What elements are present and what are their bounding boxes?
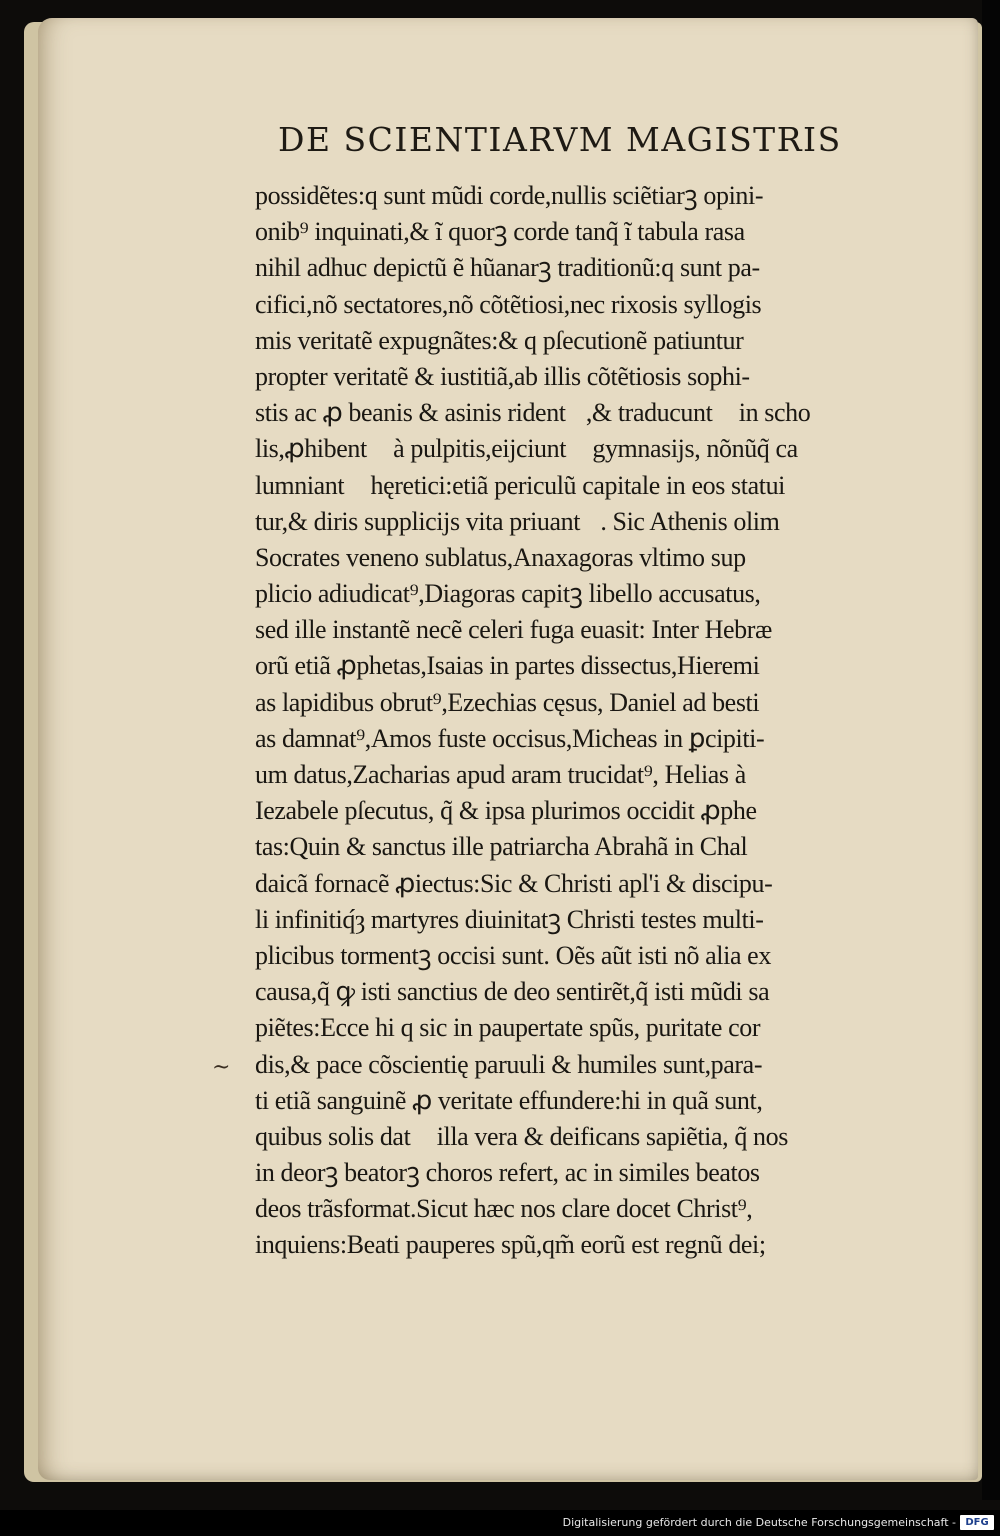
text-line: um datus,Zacharias apud aram trucidat⁹, Helias à (255, 760, 746, 789)
text-line: sed ille instantẽ necẽ celeri fuga euasit: Inter Hebræ (255, 615, 772, 645)
running-head: DE SCIENTIARVM MAGISTRIS (278, 120, 842, 159)
text-line: stis ac ꝓ beanis & asinis ridentᷓ,& traducuntᷓ in scho (255, 398, 811, 428)
text-line: plicibus tormentꝫ occisi sunt. Oẽs aũt isti nõ alia ex (255, 940, 771, 970)
text-line: orũ etiã ꝓphetas,Isaias in partes dissectus,Hieremi (255, 651, 760, 681)
text-line: cifici,nõ sectatores,nõ cõtẽtiosi,nec rixosis syllogis (255, 289, 762, 319)
text-line: deos trãsformat.Sicut hæc nos clare docet Christ⁹, (255, 1194, 753, 1224)
text-line: mis veritatẽ expugnãtes:& q pſecutionẽ patiuntur (255, 325, 744, 355)
text-line: tur,& diris supplicijs vita priuantᷓ. Sic Athenis olim (255, 506, 780, 536)
digitization-footer (0, 1510, 1000, 1536)
text-line: ti etiã sanguinẽ ꝓ veritate effundere:hi in quã sunt, (255, 1085, 763, 1115)
text-line: tas:Quin & sanctus ille patriarcha Abrahã in Chal (255, 832, 748, 862)
margin-annotation-mark: ~ (212, 1055, 231, 1080)
text-line: plicio adiudicat⁹,Diagoras capitꝫ libello accusatus, (255, 579, 761, 609)
text-line: lis,ꝓhibentᷓ à pulpitis,eijciuntᷓ gymnasijs, nõnũq̃ ca (255, 434, 798, 464)
text-line: causa,q̃ ꝙ isti sanctius de deo sentirẽt,q̃ isti mũdi sa (255, 977, 770, 1007)
facing-page-shadow (982, 0, 1000, 1500)
main-text (255, 178, 927, 1264)
text-line: Socrates veneno sublatus,Anaxagoras vltimo sup (255, 542, 746, 572)
text-line: Iezabele pſecutus, q̃ & ipsa plurimos occidit ꝓphe (255, 796, 757, 826)
text-line: possidẽtes:q sunt mũdi corde,nullis sciẽtiarꝫ opini- (255, 181, 764, 210)
text-line: in deorꝫ beatorꝫ choros refert, ac in similes beatos (255, 1158, 760, 1188)
text-line: as lapidibus obrut⁹,Ezechias cęsus, Daniel ad besti (255, 687, 760, 717)
footer-credit: Digitalisierung gefördert durch die Deutsche Forschungsgemeinschaft - (562, 1516, 956, 1529)
text-line: dis,& pace cõscientię paruuli & humiles sunt,para- (255, 1049, 763, 1079)
text-line: inquiens:Beati pauperes spũ,qm̃ eorũ est regnũ dei; (255, 1230, 766, 1260)
text-line: li infinitiq́ȝ martyres diuinitatꝫ Christi testes multi- (255, 904, 764, 934)
text-line: piẽtes:Ecce hi q sic in paupertate spũs, puritate cor (255, 1013, 761, 1043)
text-line: lumniantᷓ hęretici:etiã periculũ capitale in eos statui (255, 470, 785, 500)
text-line: nihil adhuc depictũ ẽ hũanarꝫ traditionũ:q sunt pa- (255, 253, 760, 283)
text-line: as damnat⁹,Amos fuste occisus,Micheas in ꝑcipiti- (255, 723, 765, 753)
text-line: quibus solis datᷓ illa vera & deificans sapiẽtia, q̃ nos (255, 1121, 788, 1151)
text-line: propter veritatẽ & iustitiã,ab illis cõtẽtiosis sophi- (255, 361, 750, 391)
dfg-logo: DFG (960, 1515, 994, 1530)
text-line: daicã fornacẽ ꝓiectus:Sic & Christi apl'i & discipu- (255, 868, 773, 898)
text-line: onib⁹ inquinati,& ĩ quorꝫ corde tanq̃ ĩ tabula rasa (255, 217, 745, 247)
